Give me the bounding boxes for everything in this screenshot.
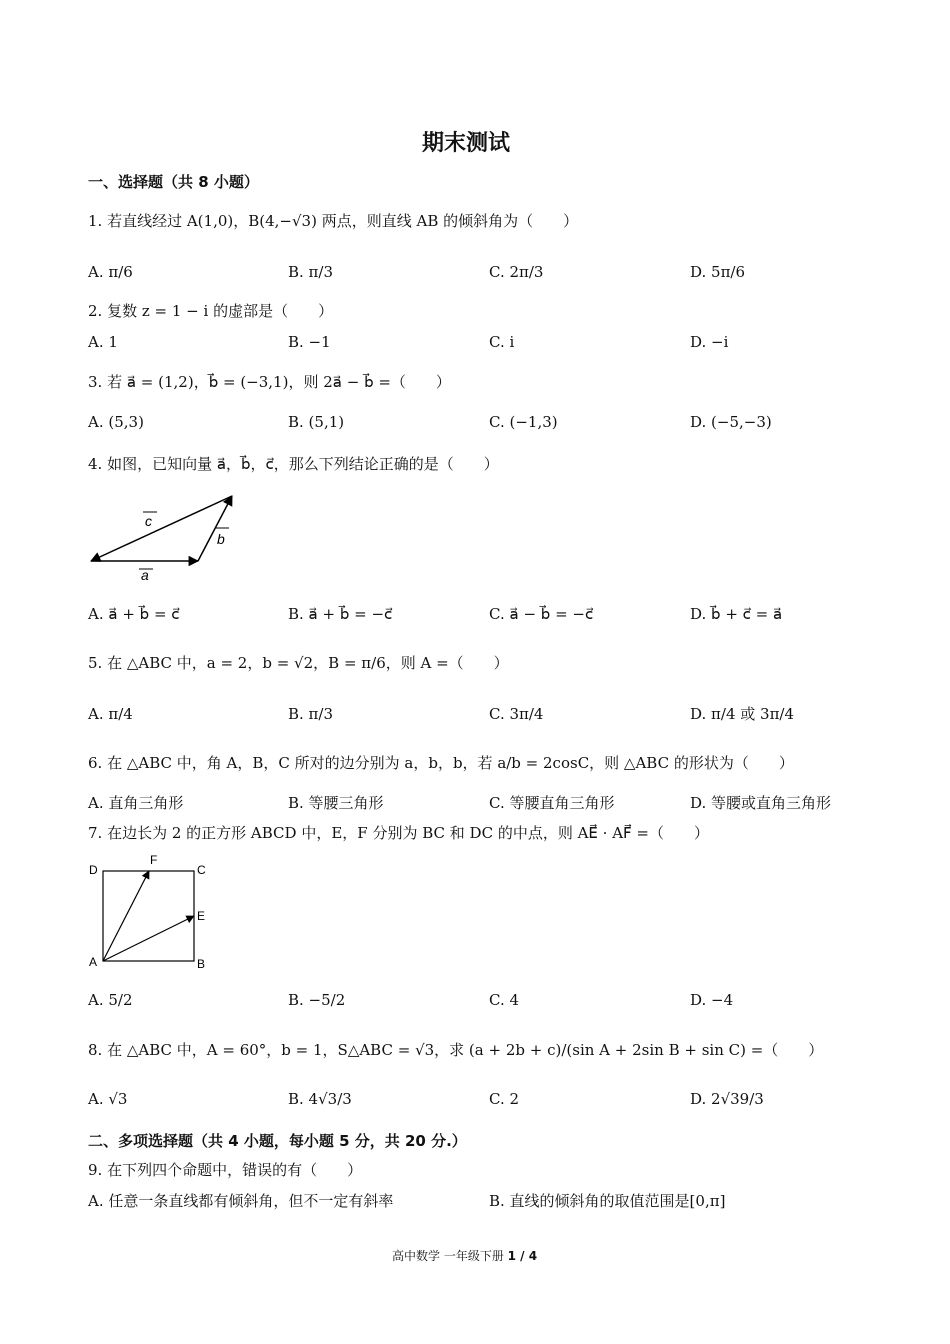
vector-af-line (103, 871, 149, 961)
option-4c: C. a⃗ − b⃗ = −c⃗ (489, 605, 594, 623)
option-2d: D. −i (690, 333, 729, 351)
section-heading-single-choice: 一、选择题（共 8 小题） (88, 173, 259, 191)
page-title: 期末测试 (422, 130, 511, 156)
option-6a: A. 直角三角形 (88, 794, 184, 812)
option-7a: A. 5/2 (88, 991, 133, 1009)
vector-triangle-figure (85, 490, 245, 580)
question-2: 2. 复数 z = 1 − i 的虚部是（ ） (88, 302, 334, 320)
vector-c-line (91, 496, 232, 561)
option-7c: C. 4 (489, 991, 520, 1009)
option-7d: D. −4 (690, 991, 734, 1009)
option-1a: A. π/6 (88, 263, 133, 281)
label-b: b (217, 531, 225, 547)
option-1c: C. 2π/3 (489, 263, 544, 281)
question-4: 4. 如图，已知向量 a⃗，b⃗，c⃗，那么下列结论正确的是（ ） (88, 455, 499, 473)
option-6b: B. 等腰三角形 (288, 794, 384, 812)
option-5c: C. 3π/4 (489, 705, 544, 723)
label-a-point: A (89, 955, 98, 969)
option-8a: A. √3 (88, 1090, 128, 1108)
option-1b: B. π/3 (288, 263, 334, 281)
label-c-point: C (197, 863, 206, 877)
option-2c: C. i (489, 333, 515, 351)
option-5a: A. π/4 (88, 705, 133, 723)
label-b-point: B (197, 957, 206, 971)
vector-ae-line (103, 916, 194, 961)
option-5b: B. π/3 (288, 705, 334, 723)
option-5d: D. π/4 或 3π/4 (690, 705, 795, 723)
option-4b: B. a⃗ + b⃗ = −c⃗ (288, 605, 393, 623)
footer-text: 高中数学 一年级下册 (392, 1249, 508, 1263)
question-5: 5. 在 △ABC 中，a = 2，b = √2，B = π/6，则 A =（ ） (88, 654, 509, 672)
question-1: 1. 若直线经过 A(1,0)，B(4,−√3) 两点，则直线 AB 的倾斜角为（ ） (88, 212, 579, 230)
option-2b: B. −1 (288, 333, 331, 351)
option-2a: A. 1 (88, 333, 118, 351)
option-3d: D. (−5,−3) (690, 413, 772, 431)
option-9a: A. 任意一条直线都有倾斜角，但不一定有斜率 (88, 1192, 394, 1210)
option-8d: D. 2√39/3 (690, 1090, 764, 1108)
option-6c: C. 等腰直角三角形 (489, 794, 615, 812)
question-7: 7. 在边长为 2 的正方形 ABCD 中，E，F 分别为 BC 和 DC 的中点，则 AE⃗ · AF⃗ =（ ） (88, 824, 709, 842)
label-d: D (89, 863, 98, 877)
option-3b: B. (5,1) (288, 413, 345, 431)
label-e: E (197, 909, 206, 923)
question-8: 8. 在 △ABC 中，A = 60°，b = 1，S△ABC = √3，求 (a + 2b + c)/(sin A + 2sin B + sin C) =（ ） (88, 1041, 824, 1059)
question-3: 3. 若 a⃗ = (1,2)，b⃗ = (−3,1)，则 2a⃗ − b⃗ =（ ） (88, 373, 451, 391)
option-3c: C. (−1,3) (489, 413, 558, 431)
option-4a: A. a⃗ + b⃗ = c⃗ (88, 605, 180, 623)
question-6: 6. 在 △ABC 中，角 A，B，C 所对的边分别为 a，b，b，若 a/b = 2cosC，则 △ABC 的形状为（ ） (88, 754, 794, 772)
option-7b: B. −5/2 (288, 991, 346, 1009)
option-8b: B. 4√3/3 (288, 1090, 352, 1108)
option-6d: D. 等腰或直角三角形 (690, 794, 832, 812)
page-number: 1 / 4 (507, 1249, 538, 1263)
option-8c: C. 2 (489, 1090, 520, 1108)
label-f: F (150, 853, 158, 867)
question-9: 9. 在下列四个命题中，错误的有（ ） (88, 1161, 363, 1179)
square-abcd (103, 871, 194, 961)
option-9b: B. 直线的倾斜角的取值范围是[0,π] (489, 1192, 726, 1210)
option-4d: D. b⃗ + c⃗ = a⃗ (690, 605, 783, 623)
square-figure (85, 850, 220, 975)
page-footer (392, 1247, 537, 1264)
label-a: a (141, 567, 149, 580)
option-3a: A. (5,3) (88, 413, 144, 431)
section-heading-multi-choice: 二、多项选择题（共 4 小题，每小题 5 分，共 20 分.） (88, 1132, 467, 1150)
label-c: c (145, 513, 152, 529)
option-1d: D. 5π/6 (690, 263, 746, 281)
